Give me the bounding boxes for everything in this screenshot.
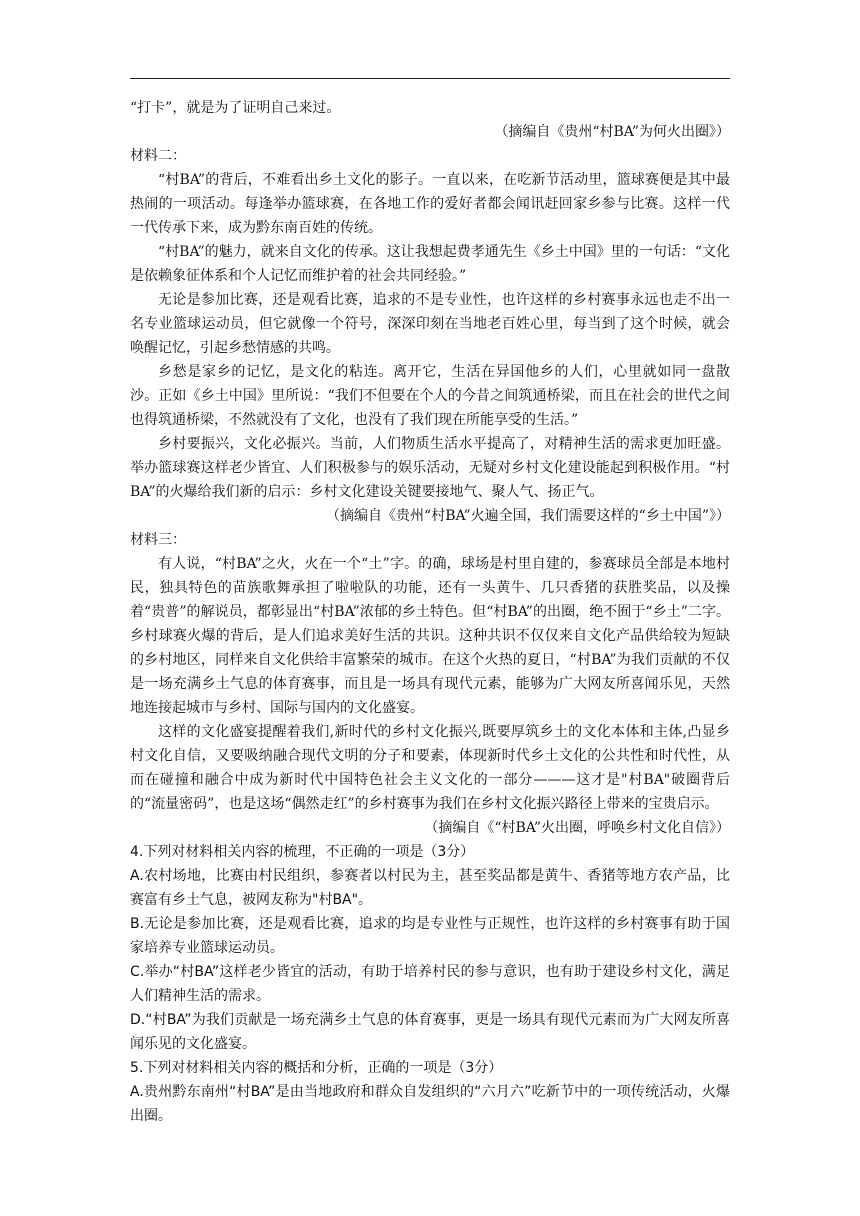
material-two-paragraph-4: 乡愁是家乡的记忆，是文化的粘连。离开它，生活在异国他乡的人们，心里就如同一盘散沙。正如《乡土中国》里所说：“我们不但要在个人的今昔之间筑通桥梁，而且在社会的世代之间也得筑通桥梁，不然就没有了文化，也没有了我们现在所能享受的生活。” xyxy=(130,364,730,428)
source-citation-3: （摘编自《“村BA”火出圈，呼唤乡村文化自信》） xyxy=(424,820,730,836)
material-two-paragraph-1: “村BA”的背后，不难看出乡土文化的影子。一直以来，在吃新节活动里，篮球赛便是其中最热闹的一项活动。每逢举办篮球赛，在各地工作的爱好者都会闻讯赶回家乡参与比赛。这样一代一代传承下来，成为黔东南百姓的传统。 xyxy=(130,172,730,236)
material-three-paragraph-2: 这样的文化盛宴提醒着我们,新时代的乡村文化振兴,既要厚筑乡土的文化本体和主体,凸显乡村文化自信，又要吸纳融合现代文明的分子和要素，体现新时代乡土文化的公共性和时代性，从而在碰撞和融合中成为新时代中国特色社会主义文化的一部分———这才是"村BA"破圈背后的“流量密码”，也是这场“偶然走红”的乡村赛事为我们在乡村文化振兴路径上带来的宝贵启示。 xyxy=(130,724,730,812)
material-two-heading: 材料二： xyxy=(130,148,186,164)
source-citation-2: （摘编自《贵州“村BA”火遍全国，我们需要这样的“乡土中国”》） xyxy=(326,508,730,524)
material-two-paragraph-5: 乡村要振兴，文化必振兴。当前，人们物质生活水平提高了，对精神生活的需求更加旺盛。举办篮球赛这样老少皆宜、人们积极参与的娱乐活动，无疑对乡村文化建设能起到积极作用。“村BA”的火爆给我们新的启示：乡村文化建设关键要接地气、聚人气、扬正气。 xyxy=(130,436,730,500)
question-5-option-a: A.贵州黔东南州“村BA”是由当地政府和群众自发组织的“六月六”吃新节中的一项传统活动，火爆出圈。 xyxy=(130,1084,730,1124)
question-4-option-b: B.无论是参加比赛，还是观看比赛，追求的均是专业性与正规性，也许这样的乡村赛事有助于国家培养专业篮球运动员。 xyxy=(130,916,730,956)
material-two-paragraph-3: 无论是参加比赛，还是观看比赛，追求的不是专业性，也许这样的乡村赛事永远也走不出一名专业篮球运动员，但它就像一个符号，深深印刻在当地老百姓心里，每当到了这个时候，就会唤醒记忆，引起乡愁情感的共鸣。 xyxy=(130,292,730,356)
intro-line: “打卡”，就是为了证明自己来过。 xyxy=(130,100,341,116)
document-body xyxy=(130,96,730,1128)
question-4-option-a: A.农村场地，比赛由村民组织，参赛者以村民为主，甚至奖品都是黄牛、香猪等地方农产品，比赛富有乡土气息，被网友称为"村BA"。 xyxy=(130,868,730,908)
question-5-stem: 5.下列对材料相关内容的概括和分析，正确的一项是（3分） xyxy=(130,1060,503,1076)
question-4-option-c: C.举办“村BA”这样老少皆宜的活动，有助于培养村民的参与意识，也有助于建设乡村文化，满足人们精神生活的需求。 xyxy=(130,964,730,1004)
header-rule xyxy=(130,78,730,79)
material-three-paragraph-1: 有人说，“村BA”之火，火在一个“土”字。的确，球场是村里自建的，参赛球员全部是本地村民，独具特色的苗族歌舞承担了啦啦队的功能，还有一头黄牛、几只香猪的获胜奖品，以及操着“贵普”的解说员，都彰显出“村BA”浓郁的乡土特色。但“村BA”的出圈，绝不囿于“乡土”二字。乡村球赛火爆的背后，是人们追求美好生活的共识。这种共识不仅仅来自文化产品供给较为短缺的乡村地区，同样来自文化供给丰富繁荣的城市。在这个火热的夏日，“村BA”为我们贡献的不仅是一场充满乡土气息的体育赛事，而且是一场具有现代元素，能够为广大网友所喜闻乐见，天然地连接起城市与乡村、国际与国内的文化盛宴。 xyxy=(130,556,730,716)
material-two-paragraph-2: “村BA”的魅力，就来自文化的传承。这让我想起费孝通先生《乡土中国》里的一句话：“文化是依赖象征体系和个人记忆而维护着的社会共同经验。” xyxy=(130,244,730,284)
question-4-stem: 4.下列对材料相关内容的梳理，不正确的一项是（3分） xyxy=(130,844,475,860)
source-citation-1: （摘编自《贵州“村BA”为何火出圈》） xyxy=(494,124,730,140)
question-4-option-d: D.“村BA”为我们贡献是一场充满乡土气息的体育赛事，更是一场具有现代元素而为广大网友所喜闻乐见的文化盛宴。 xyxy=(130,1012,730,1052)
material-three-heading: 材料三： xyxy=(130,532,186,548)
